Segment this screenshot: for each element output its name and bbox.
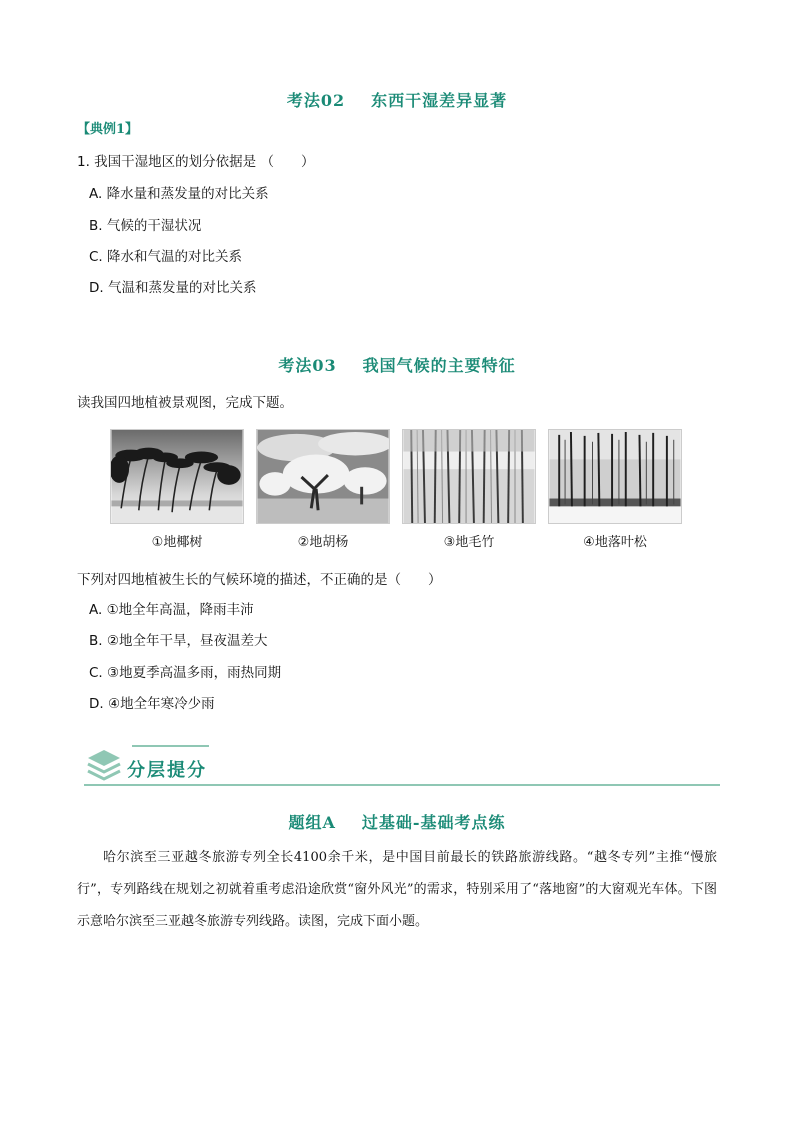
question-1-option-d[interactable]: D. 气温和蒸发量的对比关系 [89, 280, 257, 296]
section-heading: 东西干湿差异显著 [371, 91, 508, 110]
photo-caption-4: ④地落叶松 [583, 535, 647, 550]
question-1-option-a[interactable]: A. 降水量和蒸发量的对比关系 [89, 186, 269, 202]
question-2-option-b[interactable]: B. ②地全年干旱，昼夜温差大 [89, 633, 268, 649]
header-accent-line [132, 745, 209, 747]
desert-poplar-photo [256, 429, 390, 524]
bamboo-photo [402, 429, 536, 524]
question-1-stem: 1. 我国干湿地区的划分依据是 （ ） [77, 154, 315, 170]
photo-caption-1: ①地椰树 [151, 535, 203, 550]
header-divider [84, 784, 720, 786]
section-title-1 [0, 88, 794, 111]
section-heading: 过基础-基础考点练 [361, 813, 506, 832]
question-1-option-c[interactable]: C. 降水和气温的对比关系 [89, 249, 243, 265]
larch-photo [548, 429, 682, 524]
intro-text: 读我国四地植被景观图，完成下题。 [77, 395, 293, 411]
passage-text: 哈尔滨至三亚越冬旅游专列全长4100余千米，是中国目前最长的铁路旅游线路。“越冬专列”主推“慢旅行”，专列路线在规划之初就着重考虑沿途欣赏“窗外风光”的需求，特别采用了“落地窗”的大窗观光车体。下图示意哈尔滨至三亚越冬旅游专列线路。读图，完成下面小题。 [77, 850, 717, 929]
question-2-option-a[interactable]: A. ①地全年高温，降雨丰沛 [89, 602, 254, 618]
photo-caption-2: ②地胡杨 [297, 535, 349, 550]
question-2-option-d[interactable]: D. ④地全年寒冷少雨 [89, 696, 215, 712]
photo-caption-3: ③地毛竹 [443, 535, 495, 550]
section-title-2 [0, 353, 794, 376]
question-1-option-b[interactable]: B. 气候的干湿状况 [89, 218, 202, 234]
section-title-3 [0, 810, 794, 833]
vegetation-photo-row [110, 429, 690, 524]
section-number: 考法02 [286, 91, 346, 110]
layer-title: 分层提分 [127, 760, 207, 781]
coconut-palm-photo [110, 429, 244, 524]
section-heading: 我国气候的主要特征 [362, 356, 516, 375]
question-2-stem: 下列对四地植被生长的气候环境的描述，不正确的是（ ） [77, 572, 442, 588]
layers-icon [86, 748, 122, 782]
question-2-option-c[interactable]: C. ③地夏季高温多雨，雨热同期 [89, 665, 282, 681]
example-label: 【典例1】 [77, 122, 139, 137]
section-number: 题组A [288, 813, 336, 832]
section-number: 考法03 [278, 356, 337, 375]
layer-header [84, 742, 720, 786]
